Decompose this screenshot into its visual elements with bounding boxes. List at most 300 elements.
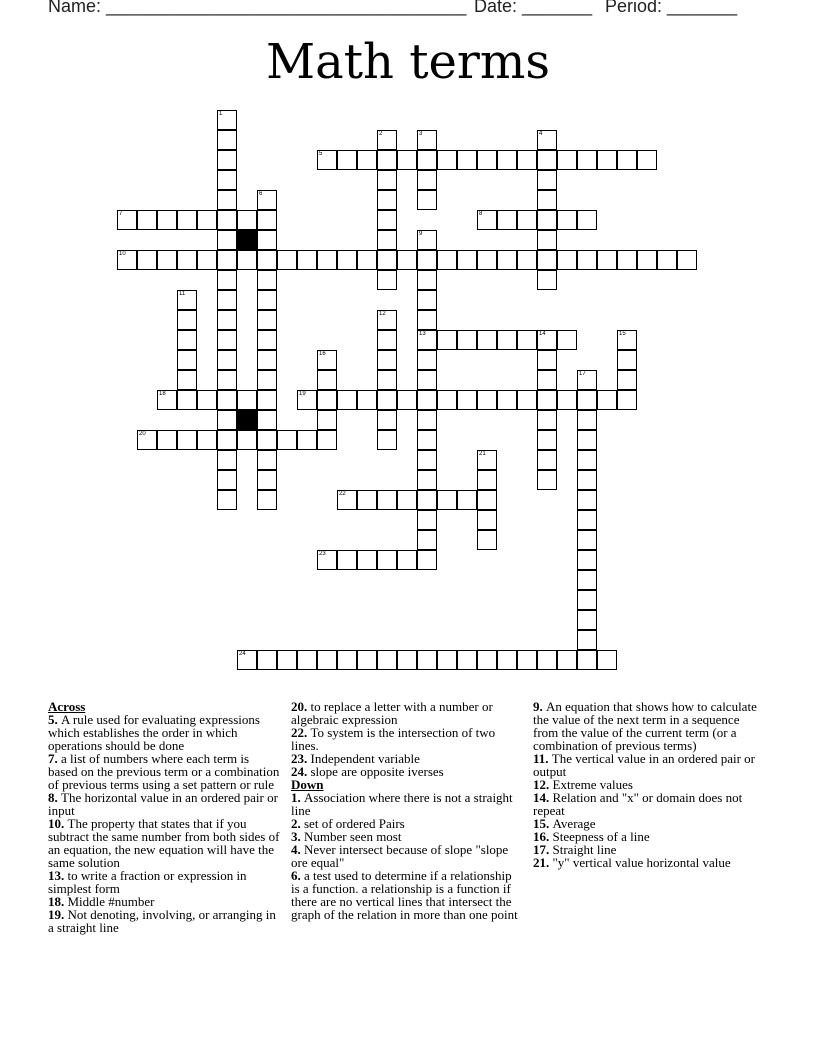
grid-cell[interactable] <box>537 130 557 150</box>
grid-cell[interactable] <box>257 310 277 330</box>
grid-cell[interactable] <box>417 190 437 210</box>
grid-cell[interactable] <box>357 650 377 670</box>
grid-cell[interactable] <box>377 250 397 270</box>
grid-cell[interactable] <box>657 250 677 270</box>
grid-cell[interactable] <box>597 150 617 170</box>
grid-cell[interactable] <box>377 370 397 390</box>
grid-cell[interactable] <box>617 350 637 370</box>
grid-cell[interactable] <box>257 230 277 250</box>
across-heading: Across <box>48 699 86 714</box>
clue-item-number: 13. <box>48 868 68 883</box>
grid-cell[interactable] <box>577 210 597 230</box>
grid-cell[interactable] <box>217 110 237 130</box>
grid-cell[interactable] <box>257 370 277 390</box>
grid-cell[interactable] <box>477 450 497 470</box>
grid-cell[interactable] <box>597 390 617 410</box>
grid-cell[interactable] <box>417 290 437 310</box>
grid-cell[interactable] <box>217 470 237 490</box>
grid-cell[interactable] <box>377 490 397 510</box>
black-square <box>237 410 257 430</box>
grid-cell[interactable] <box>537 250 557 270</box>
grid-cell[interactable] <box>457 490 477 510</box>
clue-item-text: Not denoting, involving, or arranging in a straight line <box>48 907 276 935</box>
grid-cell[interactable] <box>517 250 537 270</box>
clue-column-1 <box>48 700 280 934</box>
grid-cell[interactable] <box>537 150 557 170</box>
grid-cell[interactable] <box>377 150 397 170</box>
grid-cell[interactable] <box>357 250 377 270</box>
clue-item-number: 24. <box>291 764 311 779</box>
grid-cell[interactable] <box>417 270 437 290</box>
grid-cell[interactable] <box>237 250 257 270</box>
grid-cell[interactable] <box>457 150 477 170</box>
grid-cell[interactable] <box>257 350 277 370</box>
clue-item-text: Association where there is not a straight line <box>291 790 513 818</box>
grid-cell[interactable] <box>277 430 297 450</box>
grid-cell[interactable] <box>477 330 497 350</box>
grid-cell[interactable] <box>317 390 337 410</box>
grid-cell[interactable] <box>617 150 637 170</box>
clue-number: 2 <box>379 131 383 137</box>
grid-cell[interactable] <box>257 210 277 230</box>
grid-cell[interactable] <box>537 190 557 210</box>
grid-cell[interactable] <box>377 550 397 570</box>
grid-cell[interactable] <box>537 650 557 670</box>
grid-cell[interactable] <box>497 210 517 230</box>
grid-cell[interactable] <box>257 410 277 430</box>
grid-cell[interactable] <box>457 390 477 410</box>
clue-item-text: to replace a letter with a number or algebraic expression <box>291 699 493 727</box>
clue-item <box>48 752 280 791</box>
grid-cell[interactable] <box>577 610 597 630</box>
clue-item-number: 22. <box>291 725 311 740</box>
grid-cell[interactable] <box>217 150 237 170</box>
grid-cell[interactable] <box>537 470 557 490</box>
grid-cell[interactable] <box>357 550 377 570</box>
clue-item-text: Extreme values <box>552 777 633 792</box>
grid-cell[interactable] <box>377 230 397 250</box>
grid-cell[interactable] <box>417 550 437 570</box>
clue-number: 4 <box>539 131 543 137</box>
clue-item <box>291 726 523 752</box>
grid-cell[interactable] <box>417 150 437 170</box>
grid-cell[interactable] <box>377 650 397 670</box>
black-square <box>237 230 257 250</box>
clue-item <box>48 791 280 817</box>
grid-cell[interactable] <box>177 290 197 310</box>
grid-cell[interactable] <box>357 490 377 510</box>
grid-cell[interactable] <box>417 130 437 150</box>
grid-cell[interactable] <box>177 430 197 450</box>
clue-column-2 <box>291 700 523 921</box>
grid-cell[interactable] <box>317 410 337 430</box>
grid-cell[interactable] <box>217 170 237 190</box>
grid-cell[interactable] <box>377 310 397 330</box>
clue-item-number: 18. <box>48 894 68 909</box>
clue-number: 17 <box>579 371 586 377</box>
grid-cell[interactable] <box>317 430 337 450</box>
grid-cell[interactable] <box>617 390 637 410</box>
grid-cell[interactable] <box>257 450 277 470</box>
clue-item-text: The vertical value in an ordered pair or output <box>533 751 756 779</box>
grid-cell[interactable] <box>537 170 557 190</box>
grid-cell[interactable] <box>477 210 497 230</box>
grid-cell[interactable] <box>417 230 437 250</box>
clue-number: 6 <box>259 191 263 197</box>
grid-cell[interactable] <box>137 250 157 270</box>
clue-item <box>291 765 523 778</box>
grid-cell[interactable] <box>397 390 417 410</box>
grid-cell[interactable] <box>537 210 557 230</box>
grid-cell[interactable] <box>417 530 437 550</box>
grid-cell[interactable] <box>377 430 397 450</box>
grid-cell[interactable] <box>597 650 617 670</box>
grid-cell[interactable] <box>317 370 337 390</box>
grid-cell[interactable] <box>217 370 237 390</box>
grid-cell[interactable] <box>157 210 177 230</box>
grid-cell[interactable] <box>237 650 257 670</box>
clue-item-number: 9. <box>533 699 546 714</box>
grid-cell[interactable] <box>317 650 337 670</box>
clue-number: 21 <box>479 451 486 457</box>
grid-cell[interactable] <box>617 330 637 350</box>
clue-item <box>533 700 765 752</box>
grid-cell[interactable] <box>477 250 497 270</box>
grid-cell[interactable] <box>237 210 257 230</box>
grid-cell[interactable] <box>577 150 597 170</box>
clue-item-text: Relation and "x" or domain does not repeat <box>533 790 743 818</box>
clue-item-text: Number seen most <box>304 829 402 844</box>
grid-cell[interactable] <box>537 410 557 430</box>
grid-cell[interactable] <box>277 650 297 670</box>
grid-cell[interactable] <box>177 390 197 410</box>
grid-cell[interactable] <box>517 390 537 410</box>
grid-cell[interactable] <box>177 250 197 270</box>
grid-cell[interactable] <box>537 350 557 370</box>
clue-item-number: 21. <box>533 855 553 870</box>
grid-cell[interactable] <box>357 150 377 170</box>
grid-cell[interactable] <box>457 650 477 670</box>
grid-cell[interactable] <box>257 250 277 270</box>
grid-cell[interactable] <box>297 430 317 450</box>
grid-cell[interactable] <box>577 430 597 450</box>
grid-cell[interactable] <box>217 350 237 370</box>
clue-item <box>48 908 280 934</box>
grid-cell[interactable] <box>317 150 337 170</box>
grid-cell[interactable] <box>117 210 137 230</box>
grid-cell[interactable] <box>537 450 557 470</box>
grid-cell[interactable] <box>197 390 217 410</box>
grid-cell[interactable] <box>517 650 537 670</box>
grid-cell[interactable] <box>477 650 497 670</box>
grid-cell[interactable] <box>577 450 597 470</box>
grid-cell[interactable] <box>177 210 197 230</box>
clue-item-text: A rule used for evaluating expressions which establishes the order in which operations should be done <box>48 712 260 753</box>
grid-cell[interactable] <box>477 470 497 490</box>
grid-cell[interactable] <box>297 250 317 270</box>
grid-cell[interactable] <box>497 390 517 410</box>
grid-cell[interactable] <box>417 310 437 330</box>
clue-item-number: 10. <box>48 816 68 831</box>
grid-cell[interactable] <box>497 150 517 170</box>
grid-cell[interactable] <box>417 410 437 430</box>
name-field-label: Name: ____________________________________ <box>48 0 467 16</box>
grid-cell[interactable] <box>377 390 397 410</box>
grid-cell[interactable] <box>357 390 377 410</box>
clue-number: 8 <box>479 211 483 217</box>
clue-number: 11 <box>179 291 186 297</box>
grid-cell[interactable] <box>417 470 437 490</box>
grid-cell[interactable] <box>217 230 237 250</box>
grid-cell[interactable] <box>577 410 597 430</box>
grid-cell[interactable] <box>217 390 237 410</box>
grid-cell[interactable] <box>637 250 657 270</box>
grid-cell[interactable] <box>497 250 517 270</box>
clue-item <box>533 856 765 869</box>
grid-cell[interactable] <box>537 390 557 410</box>
grid-cell[interactable] <box>257 430 277 450</box>
grid-cell[interactable] <box>257 270 277 290</box>
grid-cell[interactable] <box>157 430 177 450</box>
grid-cell[interactable] <box>237 430 257 450</box>
grid-cell[interactable] <box>417 490 437 510</box>
clue-number: 5 <box>319 151 323 157</box>
grid-cell[interactable] <box>217 250 237 270</box>
grid-cell[interactable] <box>577 650 597 670</box>
clue-item-text: Average <box>552 816 596 831</box>
grid-cell[interactable] <box>377 330 397 350</box>
grid-cell[interactable] <box>437 250 457 270</box>
clue-item <box>291 791 523 817</box>
grid-cell[interactable] <box>677 250 697 270</box>
grid-cell[interactable] <box>417 250 437 270</box>
grid-cell[interactable] <box>337 490 357 510</box>
grid-cell[interactable] <box>417 170 437 190</box>
grid-cell[interactable] <box>537 370 557 390</box>
clue-number: 22 <box>339 491 346 497</box>
grid-cell[interactable] <box>137 430 157 450</box>
grid-cell[interactable] <box>577 470 597 490</box>
clue-item-number: 8. <box>48 790 61 805</box>
grid-cell[interactable] <box>537 430 557 450</box>
grid-cell[interactable] <box>577 530 597 550</box>
grid-cell[interactable] <box>277 250 297 270</box>
grid-cell[interactable] <box>417 650 437 670</box>
grid-cell[interactable] <box>537 330 557 350</box>
grid-cell[interactable] <box>217 310 237 330</box>
grid-cell[interactable] <box>257 650 277 670</box>
clue-number: 23 <box>319 551 326 557</box>
grid-cell[interactable] <box>417 370 437 390</box>
clue-item-number: 16. <box>533 829 553 844</box>
grid-cell[interactable] <box>577 590 597 610</box>
grid-cell[interactable] <box>437 150 457 170</box>
grid-cell[interactable] <box>217 490 237 510</box>
clue-column-3 <box>533 700 765 869</box>
grid-cell[interactable] <box>497 650 517 670</box>
grid-cell[interactable] <box>457 330 477 350</box>
clue-item-number: 11. <box>533 751 552 766</box>
grid-cell[interactable] <box>377 350 397 370</box>
grid-cell[interactable] <box>377 270 397 290</box>
grid-cell[interactable] <box>557 390 577 410</box>
grid-cell[interactable] <box>417 430 437 450</box>
grid-cell[interactable] <box>577 250 597 270</box>
grid-cell[interactable] <box>437 490 457 510</box>
clue-item-number: 17. <box>533 842 553 857</box>
grid-cell[interactable] <box>477 490 497 510</box>
grid-cell[interactable] <box>337 550 357 570</box>
grid-cell[interactable] <box>577 490 597 510</box>
grid-cell[interactable] <box>217 190 237 210</box>
grid-cell[interactable] <box>477 510 497 530</box>
grid-cell[interactable] <box>577 570 597 590</box>
grid-cell[interactable] <box>217 210 237 230</box>
grid-cell[interactable] <box>217 430 237 450</box>
grid-cell[interactable] <box>217 330 237 350</box>
down-heading: Down <box>291 777 324 792</box>
grid-cell[interactable] <box>217 270 237 290</box>
grid-cell[interactable] <box>597 250 617 270</box>
grid-cell[interactable] <box>337 390 357 410</box>
clue-number: 15 <box>619 331 626 337</box>
grid-cell[interactable] <box>297 650 317 670</box>
grid-cell[interactable] <box>577 550 597 570</box>
clue-item-number: 23. <box>291 751 311 766</box>
grid-cell[interactable] <box>157 250 177 270</box>
clue-number: 20 <box>139 431 146 437</box>
grid-cell[interactable] <box>517 210 537 230</box>
clue-item <box>291 869 523 921</box>
grid-cell[interactable] <box>397 490 417 510</box>
grid-cell[interactable] <box>557 650 577 670</box>
grid-cell[interactable] <box>417 510 437 530</box>
grid-cell[interactable] <box>217 290 237 310</box>
grid-cell[interactable] <box>137 210 157 230</box>
grid-cell[interactable] <box>397 150 417 170</box>
grid-cell[interactable] <box>577 370 597 390</box>
clue-number: 12 <box>379 311 386 317</box>
grid-cell[interactable] <box>337 650 357 670</box>
clue-item-text: a test used to determine if a relationship is a function. a relationship is a function if there are no vertical lines that intersect the graph of the relation in more than one point <box>291 868 518 922</box>
grid-cell[interactable] <box>257 330 277 350</box>
grid-cell[interactable] <box>557 330 577 350</box>
grid-cell[interactable] <box>417 390 437 410</box>
grid-cell[interactable] <box>557 250 577 270</box>
clue-number: 13 <box>419 331 426 337</box>
grid-cell[interactable] <box>457 250 477 270</box>
grid-cell[interactable] <box>337 150 357 170</box>
grid-cell[interactable] <box>617 250 637 270</box>
grid-cell[interactable] <box>637 150 657 170</box>
grid-cell[interactable] <box>317 250 337 270</box>
grid-cell[interactable] <box>537 270 557 290</box>
clue-item <box>291 700 523 726</box>
clue-number: 14 <box>539 331 546 337</box>
grid-cell[interactable] <box>177 310 197 330</box>
grid-cell[interactable] <box>557 150 577 170</box>
clue-number: 3 <box>419 131 423 137</box>
grid-cell[interactable] <box>337 250 357 270</box>
clue-item <box>533 752 765 778</box>
grid-cell[interactable] <box>477 390 497 410</box>
grid-cell[interactable] <box>177 350 197 370</box>
grid-cell[interactable] <box>577 390 597 410</box>
grid-cell[interactable] <box>257 490 277 510</box>
grid-cell[interactable] <box>257 290 277 310</box>
grid-cell[interactable] <box>397 250 417 270</box>
grid-cell[interactable] <box>397 650 417 670</box>
clue-item <box>291 843 523 869</box>
grid-cell[interactable] <box>197 430 217 450</box>
grid-cell[interactable] <box>297 390 317 410</box>
grid-cell[interactable] <box>517 150 537 170</box>
clue-item-text: Steepness of a line <box>552 829 650 844</box>
grid-cell[interactable] <box>517 330 537 350</box>
grid-cell[interactable] <box>157 390 177 410</box>
grid-cell[interactable] <box>497 330 517 350</box>
grid-cell[interactable] <box>377 130 397 150</box>
grid-cell[interactable] <box>257 470 277 490</box>
grid-cell[interactable] <box>477 150 497 170</box>
grid-cell[interactable] <box>257 190 277 210</box>
period-field-label: Period: _______ <box>605 0 738 16</box>
grid-cell[interactable] <box>537 230 557 250</box>
grid-cell[interactable] <box>437 390 457 410</box>
grid-cell[interactable] <box>177 330 197 350</box>
clue-number: 19 <box>299 391 306 397</box>
grid-cell[interactable] <box>577 630 597 650</box>
grid-cell[interactable] <box>417 350 437 370</box>
grid-cell[interactable] <box>437 650 457 670</box>
grid-cell[interactable] <box>557 210 577 230</box>
grid-cell[interactable] <box>237 390 257 410</box>
clue-item <box>533 791 765 817</box>
grid-cell[interactable] <box>217 410 237 430</box>
grid-cell[interactable] <box>417 330 437 350</box>
grid-cell[interactable] <box>377 410 397 430</box>
grid-cell[interactable] <box>117 250 137 270</box>
grid-cell[interactable] <box>217 450 237 470</box>
grid-cell[interactable] <box>377 190 397 210</box>
grid-cell[interactable] <box>477 530 497 550</box>
clue-number: 24 <box>239 651 246 657</box>
clue-item-number: 20. <box>291 699 311 714</box>
clue-item-number: 3. <box>291 829 304 844</box>
grid-cell[interactable] <box>197 250 217 270</box>
grid-cell[interactable] <box>257 390 277 410</box>
grid-cell[interactable] <box>617 370 637 390</box>
grid-cell[interactable] <box>417 450 437 470</box>
clue-number: 16 <box>319 351 326 357</box>
grid-cell[interactable] <box>437 330 457 350</box>
clue-item-text: a list of numbers where each term is based on the previous term or a combination of previous terms using a set pattern or rule <box>48 751 280 792</box>
grid-cell[interactable] <box>317 550 337 570</box>
grid-cell[interactable] <box>197 210 217 230</box>
clue-number: 18 <box>159 391 166 397</box>
grid-cell[interactable] <box>317 350 337 370</box>
clue-item-number: 5. <box>48 712 61 727</box>
clue-item-number: 7. <box>48 751 61 766</box>
grid-cell[interactable] <box>377 170 397 190</box>
grid-cell[interactable] <box>577 510 597 530</box>
grid-cell[interactable] <box>397 550 417 570</box>
clue-number: 7 <box>119 211 123 217</box>
grid-cell[interactable] <box>217 130 237 150</box>
clue-item-number: 19. <box>48 907 68 922</box>
grid-cell[interactable] <box>177 370 197 390</box>
grid-cell[interactable] <box>377 210 397 230</box>
